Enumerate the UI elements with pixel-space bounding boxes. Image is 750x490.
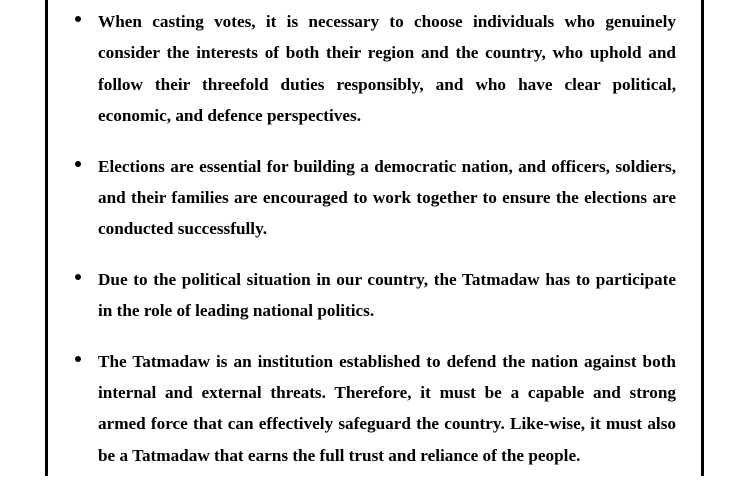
list-item (0, 264, 750, 327)
list-item (0, 6, 750, 132)
bullet-icon (75, 356, 81, 362)
bullet-text: Due to the political situation in our country, the Tatmadaw has to participate in the role of leading national politics. (98, 269, 676, 321)
bullet-list (0, 6, 750, 490)
bullet-text: Elections are essential for building a democratic nation, and officers, soldiers, and their families are encouraged to work together to ensure the elections are conducted successfully. (98, 156, 676, 239)
bullet-text: The Tatmadaw is an institution established to defend the nation against both internal and external threats. Therefore, it must be a capable and strong armed force that can effectively safeguard the country. Like-wise, it must also be a Tatmadaw that earns the full trust and reliance of the people. (98, 351, 676, 465)
bullet-icon (75, 161, 81, 167)
bullet-text: When casting votes, it is necessary to choose individuals who genuinely consider the interests of both their region and the country, who uphold and follow their threefold duties responsibly, and who have clear political, economic, and defence perspectives. (98, 12, 676, 126)
bullet-icon (75, 16, 81, 22)
bullet-icon (75, 274, 81, 280)
list-item (0, 151, 750, 245)
list-item (0, 346, 750, 472)
